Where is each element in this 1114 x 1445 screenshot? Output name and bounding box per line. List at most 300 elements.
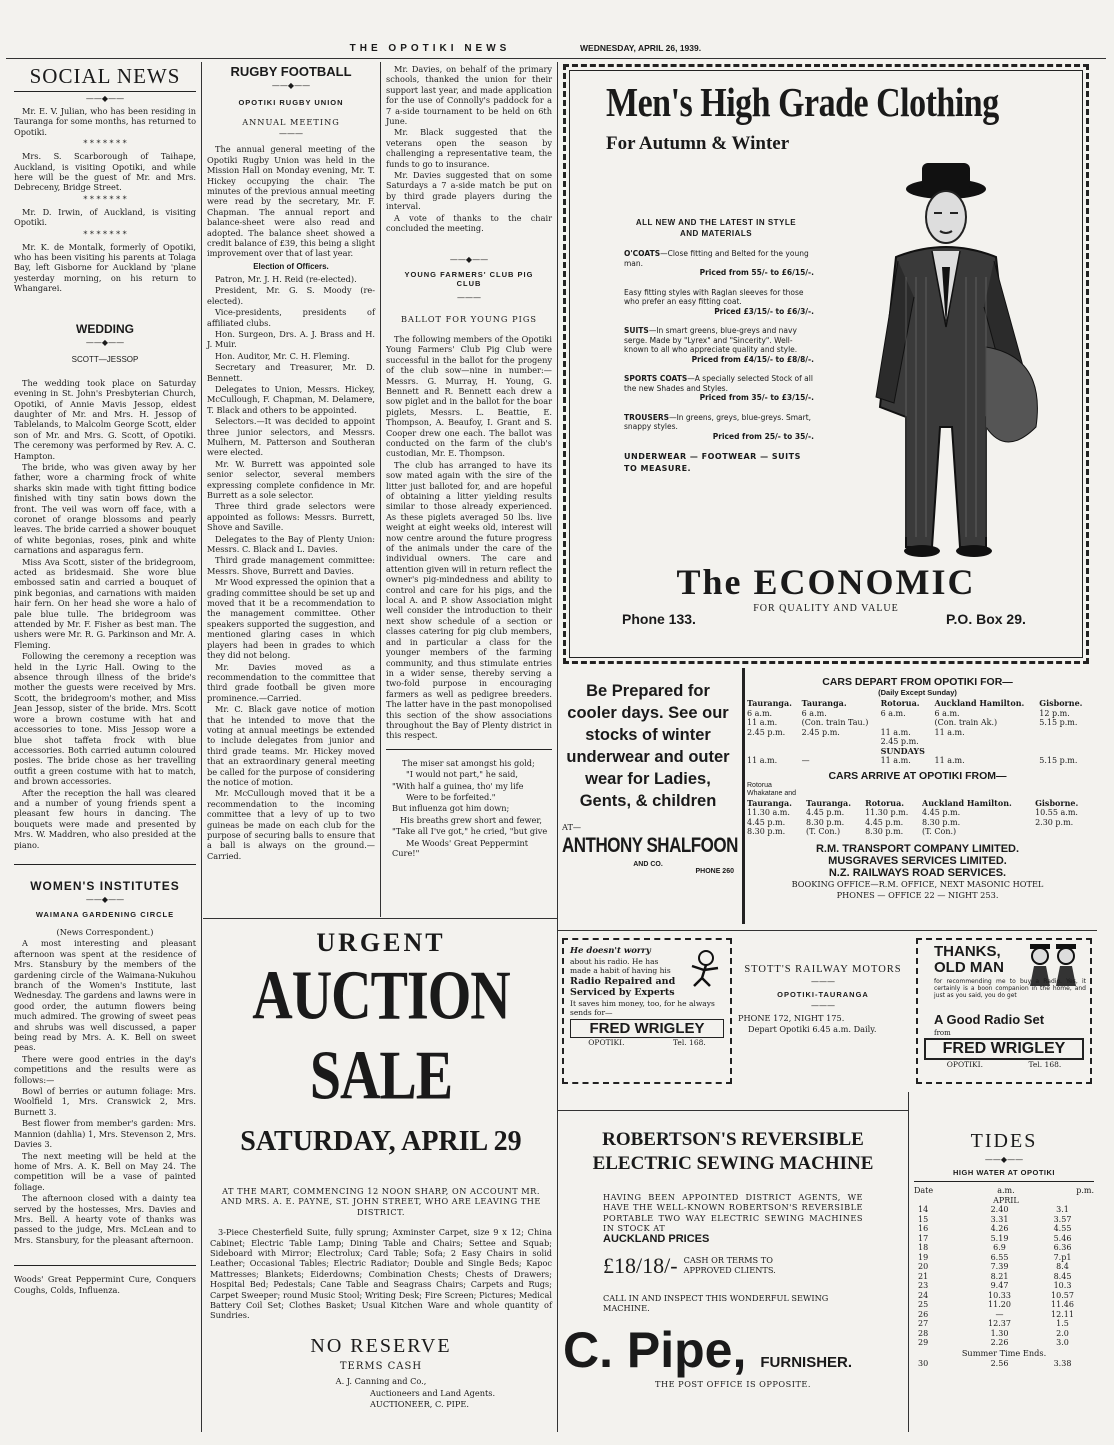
thanks-small: for recommending me to buy a Radio. Yes, it certainly is a boon companion in the home, and just as you said, you do get (934, 978, 1086, 999)
robertson-price: £18/18/- (603, 1252, 678, 1278)
tide-month: APRIL (993, 1195, 1019, 1205)
wrigley-service: Radio Repaired and Serviced by Experts (570, 976, 676, 999)
tide-head: p.m. (1076, 1186, 1094, 1195)
tide-date: 24 (918, 1290, 929, 1300)
cell: 8.30 p.m. (747, 827, 786, 836)
cell: 11.30 a.m. (747, 808, 790, 817)
cell: 2.45 p.m. (801, 727, 840, 737)
tide-pm: 1.5 (1056, 1319, 1069, 1328)
auctioneer-3: AUCTIONEER, C. PIPE. (370, 1399, 469, 1410)
transport-co-1: R.M. TRANSPORT COMPANY LIMITED. (815, 842, 1020, 855)
poem-line: Me Woods' Great Peppermint Cure!" (392, 837, 529, 858)
wrigley-headline: He doesn't worry (570, 946, 651, 956)
auction-top-rule (203, 918, 557, 919)
social-item: Mrs. S. Scarborough of Taihape, Auckland, is visiting Opotiki, and while here will be the guest of Mr. and Mrs. Debreceny, Bridge Street. (14, 151, 196, 193)
tide-pm: 3.57 (1053, 1214, 1072, 1224)
clothing-lead: ALL NEW AND THE LATEST IN STYLE AND MATERIALS (635, 218, 797, 238)
item-text: —Close fitting and Belted for the young man. (624, 249, 809, 268)
divider-ornament: ——◆—— (984, 1155, 1024, 1164)
man-in-suit-illustration (836, 127, 1066, 567)
cell: — (801, 756, 810, 765)
booking-phones: PHONES — OFFICE 22 — NIGHT 253. (836, 889, 999, 900)
tide-date: 15 (918, 1214, 929, 1224)
item-text: —In greens, greys, blue-greys. Smart, snappy styles. (624, 412, 812, 431)
clothing-item (624, 413, 814, 442)
rugby-continued-column (386, 64, 552, 916)
tide-am: 3.31 (990, 1214, 1009, 1224)
divider-ornament: ——— (457, 292, 481, 302)
auction-items: 3-Piece Chesterfield Suite, fully sprung; Axminster Carpet, size 9 x 12; China Cabinet; Electric Table Lamp; Dining Table and Chairs; Settee and Squab; Sideboard with Mirror; Electrolux; Card Table; Sofa; 2 Easy Chairs in solid Leather; Occasional Tables; Electric Radiator; Double and Single Beds; Kapoc Mattresses; Blankets; Eiderdowns; Combination Chests; Chests of Drawers; Hospital Bed; Pedestals; Cane Table and Seagrass Chairs; Carpets and Rugs; Carpet Sweeper; round Music Stool; Writing Desk; Fire Screen; Pictures; Medical Battery Coil Set; Clothes Basket; Usual Kitchen Ware and whole quantity of Sundries. (210, 1227, 552, 1321)
tides-rows (914, 1205, 1094, 1348)
yfc-title: YOUNG FARMERS' CLUB PIG CLUB (404, 269, 534, 288)
rugby-para: Mr. C. Black gave notice of motion that he intended to move that the voting at annual meetings be extended to include delegates from junior and third grade teams. Mr. Hickey moved that an extraordinary general meeting be called for the purpose of considering the notice of motion. (207, 704, 375, 787)
shalfoon-text: Be Prepared for cooler days. See our stocks of winter underwear and outer wear for Ladies, Gents, & children (566, 682, 730, 810)
cell: 11 a.m. (934, 727, 965, 737)
tide-pm: 3.38 (1053, 1358, 1072, 1368)
cell (1033, 827, 1090, 837)
tide-date: 17 (918, 1233, 929, 1243)
wi-para: Best flower from member's garden: Mrs. Mannion (dahlia) 1, Mrs. Stevenson 2, Mrs. Davies 3. (14, 1118, 196, 1150)
wrigley-line: It saves him money, too, for he always sends for— (570, 999, 715, 1018)
divider-ornament: ——— (811, 1001, 835, 1010)
stotts-title: STOTT'S RAILWAY MOTORS (744, 964, 902, 975)
item-price: Priced £3/15/- to £6/3/-. (714, 306, 814, 316)
auction-reserve: NO RESERVE (310, 1334, 452, 1357)
paper-name: THE OPOTIKI NEWS (349, 43, 511, 54)
tide-am: 7.39 (990, 1262, 1009, 1271)
cell: 8.30 p.m. (806, 817, 845, 827)
auction-title: AUCTION SALE (252, 957, 510, 1115)
shalfoon-ad (562, 676, 738, 926)
tide-row (914, 1224, 1094, 1234)
rugby-para: Vice-presidents, presidents of affiliated clubs. (207, 307, 375, 328)
clothing-title: Men's High Grade Clothing (606, 81, 999, 126)
clothing-items (624, 249, 814, 475)
stotts-route: OPOTIKI-TAURANGA (777, 990, 869, 999)
social-news-column (14, 64, 196, 1434)
tide-date: 18 (918, 1243, 929, 1252)
tide-pm: 7.p1 (1053, 1252, 1072, 1262)
rugby2-para: Mr. Davies suggested that on some Saturdays a 7 a-side match be put on by third grade players during the interval. (386, 170, 552, 212)
tide-pm: 10.3 (1053, 1281, 1072, 1290)
wi-title: WOMEN'S INSTITUTES (30, 878, 180, 893)
tide-pm: 3.0 (1056, 1338, 1069, 1347)
tide-date: 30 (918, 1358, 929, 1368)
stars: * * * * * * * (83, 139, 127, 149)
robertson-call: CALL IN AND INSPECT THIS WONDERFUL SEWING MACHINE. (603, 1292, 829, 1314)
cars-ad (742, 668, 1090, 924)
tide-am: 2.56 (990, 1358, 1009, 1368)
tide-date: 20 (918, 1262, 929, 1271)
ads-rule (557, 930, 1097, 931)
auction-where: AT THE MART, COMMENCING 12 NOON SHARP, ON ACCOUNT MR. AND MRS. A. E. PAYNE, ST. JOHN STREET, WHO ARE LEAVING THE DISTRICT. (221, 1186, 541, 1217)
wi-para: There were good entries in the day's competitions and the results were as follows:— (14, 1053, 196, 1085)
tide-pm: 8.45 (1053, 1271, 1072, 1281)
wedding-title: WEDDING (76, 321, 134, 336)
cell: 11 a.m. (880, 756, 911, 765)
cars-title-2: CARS ARRIVE AT OPOTIKI FROM— (828, 769, 1007, 782)
col-head: Rotorua. (880, 698, 920, 708)
booking-office: BOOKING OFFICE—R.M. OFFICE, NEXT MASONIC HOTEL (791, 878, 1044, 889)
wrigley-tel-2: Tel. 168. (1028, 1060, 1062, 1069)
tide-pm: 6.36 (1053, 1243, 1072, 1252)
tide-date: 28 (918, 1328, 929, 1338)
wedding-para: The bride, who was given away by her father, wore a charming frock of white sharks skin made with tight fitting bodice finished with tiny satin bows down the front. The veil was worn off face, with a coronet of orange blossoms and pearly leaves. The bride carried a shower bouquet of white begonias, roses, pink and white carnations and asparagus fern. (14, 461, 196, 556)
pipe-opposite: THE POST OFFICE IS OPPOSITE. (655, 1379, 811, 1390)
tide-pm: 5.46 (1053, 1233, 1072, 1243)
rugby2-para: Mr. Davies, on behalf of the primary schools, thanked the union for their support last year, and made application for the use of Connolly's paddock for a 7 a-side tournament to be held on 6th June. (386, 64, 552, 127)
divider-ornament: ——◆—— (85, 337, 125, 347)
tide-am: 4.26 (990, 1224, 1009, 1233)
running-man-icon (686, 948, 722, 988)
col-head: Gisborne. (1039, 698, 1083, 708)
tide-am: 2.40 (990, 1205, 1009, 1214)
tide-am: 12.37 (988, 1319, 1011, 1328)
tides-divider (908, 1092, 909, 1432)
wrigley-thanks-ad (916, 938, 1092, 1084)
tides-box (914, 1130, 1094, 1434)
wrigley-name: FRED WRIGLEY (570, 1019, 724, 1038)
depart-table (745, 699, 1090, 766)
cell: 11.30 p.m. (865, 808, 909, 817)
rugby-sub2: ANNUAL MEETING (242, 117, 340, 127)
rugby-para: Third grade management committee: Messrs. Shove, Burrett and Davies. (207, 555, 375, 576)
clothing-item (624, 288, 814, 317)
tide-am: 6.9 (993, 1243, 1006, 1252)
tide-am: 5.19 (990, 1233, 1009, 1243)
cell: 5.15 p.m. (1039, 718, 1078, 727)
social-title: SOCIAL NEWS (14, 64, 196, 92)
clothing-item (624, 374, 814, 403)
wrigley-town: OPOTIKI. (588, 1038, 625, 1048)
poem (386, 758, 552, 859)
item-text: —A specially selected Stock of all the new Shades and Styles. (624, 374, 813, 393)
wi-correspondent: (News Correspondent.) (56, 926, 154, 937)
cell: 4.45 p.m. (806, 808, 845, 817)
masthead-rule (6, 58, 1106, 59)
cell: 6 a.m. (934, 708, 960, 718)
tide-row (914, 1243, 1094, 1253)
col-head: Tauranga. (806, 797, 851, 808)
clothing-sub: For Autumn & Winter (606, 133, 790, 154)
tide-row (914, 1234, 1094, 1244)
stars: * * * * * * * (83, 229, 127, 239)
tides-table (914, 1186, 1094, 1205)
tide-pm: 8.4 (1056, 1262, 1069, 1271)
poem-line: But influenza got him down; (392, 803, 510, 814)
divider-ornament: ——◆—— (85, 894, 125, 904)
tide-row (914, 1253, 1094, 1263)
item-text: Easy fitting styles with Raglan sleeves for those who prefer an easy fitting coat. (624, 287, 804, 306)
cell: 11 a.m. (747, 756, 778, 765)
cell: 2.30 p.m. (1035, 817, 1074, 827)
tide-date: 29 (918, 1338, 929, 1347)
tide-am: 6.55 (990, 1252, 1009, 1262)
tide-pm: 2.0 (1056, 1328, 1069, 1338)
cell: 6 a.m. (801, 708, 827, 718)
robertson-title: ROBERTSON'S REVERSIBLE ELECTRIC SEWING MACHINE (592, 1129, 874, 1174)
rugby-para: The annual general meeting of the Opotiki Rugby Union was held in the Mission Hall on Monday evening, Mr. T. Hickey occupying the chair. The minutes of the previous annual meeting were read by the secretary, Mr. F. Chapman. The annual report and balance-sheet were also read and adopted. The balance sheet showed a credit balance of £39, this being a slight improvement over that of last year. (207, 144, 375, 259)
auction-urgent: URGENT (316, 928, 446, 957)
rugby-para: Secretary and Treasurer, Mr. D. Bennett. (207, 362, 375, 383)
tide-pm: 4.55 (1053, 1224, 1072, 1233)
tide-row (914, 1272, 1094, 1282)
divider-ornament: ——◆—— (85, 94, 125, 103)
cell (879, 718, 933, 728)
tides-sub: HIGH WATER AT OPOTIKI (914, 1168, 1094, 1182)
rugby-para: Hon. Surgeon, Drs. A. J. Brass and H. J. Muir. (207, 328, 375, 350)
col-head: Rotorua. (865, 797, 905, 808)
transport-co-2: MUSGRAVES SERVICES LIMITED. (828, 854, 1007, 867)
rugby-para: Mr. Davies moved as a recommendation to the committee that third grade football be given more prominence.—Carried. (207, 661, 375, 703)
stars: * * * * * * * (83, 194, 127, 204)
wi-para: The afternoon closed with a dainty tea served by the hostesses, Mrs. Davies and Mrs. Bell. A hearty vote of thanks was passed to the judge, Mrs. McLean and to Mrs. Stansbury, for the pleasant afternoon. (14, 1193, 196, 1245)
tide-date: 19 (918, 1252, 929, 1262)
poem-line: The miser sat amongst his gold; (402, 757, 535, 768)
rugby-subtitle: OPOTIKI RUGBY UNION (238, 98, 344, 107)
tide-row (914, 1338, 1094, 1348)
cell: (Con. train Tau.) (801, 718, 869, 727)
poem-line: Were to be forfeited." (406, 791, 496, 802)
wrigley-radio-ad (562, 938, 732, 1084)
cell: 12 p.m. (1039, 708, 1070, 718)
clothing-item (624, 249, 814, 278)
rugby2-para: A vote of thanks to the chair concluded the meeting. (386, 212, 552, 234)
divider-ornament: ——— (811, 977, 835, 986)
peppermint-footer: Woods' Great Peppermint Cure, Conquers Coughs, Colds, Influenza. (14, 1274, 196, 1295)
tide-row (914, 1215, 1094, 1225)
tide-row (914, 1291, 1094, 1301)
auctioneer-2: Auctioneers and Land Agents. (370, 1387, 496, 1398)
tide-pm: 10.57 (1051, 1290, 1074, 1300)
rugby-para: Hon. Auditor, Mr. C. H. Fleming. (215, 350, 350, 361)
cell (800, 737, 879, 747)
col-divider-3 (557, 62, 558, 1432)
social-item: Mr. K. de Montalk, formerly of Opotiki, who has been visiting his parents at Tolaga Bay, left Gisborne for Auckland by 'plane yesterday morning, on his return to Whangarei. (14, 241, 196, 294)
wrigley-tel: Tel. 168. (673, 1038, 706, 1048)
tide-row (914, 1205, 1094, 1215)
wrigley-addr (564, 1038, 730, 1047)
col-head: Auckland Hamilton. (922, 797, 1012, 808)
shalfoon-name: ANTHONY SHALFOON (562, 833, 738, 858)
tide-am: — (995, 1309, 1004, 1319)
cell: (T. Con.) (806, 827, 841, 836)
masthead (0, 38, 1114, 58)
poem-line: "I would not part," he said, (406, 769, 518, 780)
wrigley-line: about his radio. He has made a habit of having his (570, 957, 671, 976)
tide-date: 21 (918, 1271, 929, 1281)
tide-date: 26 (918, 1309, 929, 1319)
tide-am: 10.33 (988, 1290, 1011, 1300)
tide-date: 27 (918, 1319, 929, 1328)
wi-para: The next meeting will be held at the home of Mrs. A. K. Bell on May 24. The competition will be a vase of painted foliage. (14, 1150, 196, 1192)
cell (933, 737, 1038, 747)
divider-ornament: ——— (279, 129, 303, 139)
cell: 5.15 p.m. (1039, 756, 1078, 765)
arrive-table (745, 799, 1090, 837)
item-price: Priced from 25/- to 35/-. (712, 431, 814, 441)
poem-line: His breaths grew short and fewer, (400, 814, 542, 825)
rugby-column (207, 64, 375, 916)
robertson-body: HAVING BEEN APPOINTED DISTRICT AGENTS, WE HAVE THE WELL-KNOWN ROBERTSON'S REVERSIBLE PORTABLE TWO WAY ELECTRIC SEWING MACHINES IN STOCK AT (603, 1192, 863, 1234)
wedding-subtitle: SCOTT—JESSOP (71, 354, 139, 364)
tides-note: Summer Time Ends. (961, 1347, 1047, 1358)
item-label: SUITS (624, 326, 649, 335)
cell: 8.30 p.m. (865, 827, 904, 836)
tide-pm: 3.1 (1056, 1205, 1069, 1214)
cell: 2.45 p.m. (747, 727, 786, 737)
tide-am: 9.47 (990, 1281, 1009, 1290)
tide-row (914, 1319, 1094, 1329)
tide-pm: 12.11 (1051, 1309, 1074, 1319)
wi-subtitle: WAIMANA GARDENING CIRCLE (35, 909, 175, 919)
sundays-label: SUNDAYS (880, 745, 925, 756)
wrigley-addr-2 (924, 1060, 1084, 1069)
tide-date: 23 (918, 1281, 929, 1290)
cell (1037, 728, 1090, 738)
cars-title: CARS DEPART FROM OPOTIKI FOR— (822, 676, 1013, 688)
social-item: Mr. E. V. Julian, who has been residing in Tauranga for some months, has returned to Opotiki. (14, 106, 196, 137)
cell: 2.45 p.m. (880, 737, 919, 746)
col-divider-2 (380, 62, 381, 917)
item-price: Priced from £4/15/- to £8/8/-. (691, 354, 814, 364)
clothing-ad (563, 64, 1089, 664)
cell: 4.45 p.m. (922, 808, 961, 817)
yfc-para: The following members of the Opotiki Young Farmers' Club Pig Club were successful in the ballot for the progeny of the club sow—nine in number:—Messrs. G. Murray, H. Young, G. Bennett and R. Bennett each drew a sow piglet and in the ballot for the boar piglets, Messrs. L. Beattie, E. Thompson, A. Beaufoy, I. Grant and S. Cooper drew one each. The ballot was conducted on the farm of the club's custodian, Mr. E. Thompson. (386, 333, 552, 459)
wrigley-town-2: OPOTIKI. (946, 1060, 984, 1069)
robertson-ad (563, 1128, 903, 1434)
tide-am: 11.20 (988, 1300, 1011, 1309)
item-label: O'COATS (624, 249, 661, 258)
stotts-phone: PHONE 172, NIGHT 175. (738, 1013, 845, 1023)
issue-date: WEDNESDAY, APRIL 26, 1939. (580, 43, 702, 53)
clothing-item (624, 326, 814, 364)
col-head: Tauranga. (747, 698, 792, 708)
cell (1037, 737, 1090, 747)
pipe-row (563, 1321, 903, 1379)
tide-date: 25 (918, 1300, 929, 1309)
cell: 11 a.m. (880, 727, 911, 737)
stotts-ad (738, 964, 908, 1054)
auction-terms: TERMS CASH (339, 1360, 423, 1372)
rugby-para: Mr. McCullough moved that it be a recommendation to the incoming committee that a levy of up to two guineas be made on each club for the purpose of securing balls to ensure that a ball is always on the ground.—Carried. (207, 788, 375, 861)
cell: (T. Con.) (922, 827, 957, 836)
cell: 8.30 p.m. (922, 817, 961, 827)
cars-sub: (Daily Except Sunday) (878, 688, 957, 697)
rugby-para: Mr Wood expressed the opinion that a grading committee should be set up and moved that it be a recommendation to the management committee. Other speakers supported the suggestion, and mentioned glaring cases in which players had been in grades to which they did not belong. (207, 577, 375, 661)
pipe-name: C. Pipe, (563, 1322, 747, 1379)
wi-para: Bowl of berries or autumn foliage: Mrs. Woolfield 1, Mrs. Cranswick 2, Mrs. Burnett 3. (14, 1086, 196, 1117)
rugby-para: Patron, Mr. J. H. Reid (re-elected). (215, 273, 357, 284)
tide-am: 2.26 (990, 1338, 1009, 1347)
cell: 6 a.m. (880, 708, 906, 718)
cell: (Con. train Ak.) (934, 718, 998, 727)
tide-date: 14 (918, 1205, 929, 1214)
store-phone: Phone 133. (622, 611, 696, 627)
tide-pm: 11.46 (1051, 1300, 1074, 1309)
store-tag: FOR QUALITY AND VALUE (753, 603, 899, 614)
tide-head: Date (914, 1186, 934, 1195)
cell: 10.55 a.m. (1035, 808, 1078, 817)
auction-ad (210, 924, 552, 1410)
divider-ornament: ——◆—— (271, 81, 311, 90)
rugby-para: President, Mr. G. S. Moody (re-elected). (207, 285, 375, 306)
tide-am: 1.30 (990, 1328, 1009, 1338)
poem-line: "Take all I've got," he cried, "but give (392, 826, 548, 837)
item-label: SPORTS COATS (624, 374, 688, 383)
cell (745, 737, 800, 747)
robertson-prices: AUCKLAND PRICES (603, 1232, 710, 1245)
cars-side: Rotorua Whakatane and (747, 781, 797, 797)
shalfoon-at: AT— (562, 822, 582, 832)
store-box: P.O. Box 29. (946, 611, 1026, 627)
item-label: TROUSERS (624, 412, 670, 422)
wedding-para: Following the ceremony a reception was held in the Lyric Hall. Owing to the absence through illness of the bride's mother the guests were received by Mrs. Scott, the bridegroom's mother, and Miss Jean Jessop, sister of the bride. Mrs. Scott wore a brown costume with hat and accessories to tone. Miss Jessop wore a blue shot taffeta frock with blue accessories. Both carried autumn coloured posies. The bride chose as her travelling outfit a green costume with hat to match, and brown accessories. (14, 651, 196, 787)
tide-row (914, 1329, 1094, 1339)
social-item: Mr. D. Irwin, of Auckland, is visiting Opotiki. (14, 206, 196, 228)
rugby-para: Delegates to Union, Messrs. Hickey, McCullough, F. Chapman, M. Delamere, T. Black and others to be appointed. (207, 383, 375, 415)
item-price: Priced from 55/- to £6/15/-. (699, 268, 814, 277)
shalfoon-phone: PHONE 260 (695, 868, 734, 876)
col-divider-1 (201, 62, 202, 1432)
thanks-headline: THANKS, OLD MAN (934, 943, 1004, 976)
store-name: The ECONOMIC (676, 562, 976, 602)
item-price: Priced from 35/- to £3/15/-. (699, 393, 814, 402)
bottom-ads-rule (557, 1110, 909, 1111)
yfc-para: The club has arranged to have its sow mated again with the sire of the litter just balloted for, and are hopeful of obtaining a litter yielding results similar to those already experienced. As these piglets averaged 50 lbs. live weight at eight weeks old, interest will now centre around the future progress of the animals under the care of the individual owners. The care and attention given will in return reflect the owner's pig-mindedness and ability to control and care for his pigs, and the local A. and P. show Association might well consider the introduction to their next show schedule of a section or classes catering for pig club members, and in particular a class for the younger members of the farming community, and thus stimulate entries in a wider sense, thereby serving a two-fold purpose in encouraging farmers as well as pedigree breeders. The latter have in the past monopolised this section of the show associations throughout the Bay of Plenty district in this respect. (386, 459, 552, 741)
col-head: Tauranga. (801, 698, 847, 708)
tide-head: a.m. (997, 1186, 1015, 1195)
rugby-para: Selectors.—It was decided to appoint three junior selectors, and Messrs. Mulhern, M. Patterson and Southeran were elected. (207, 416, 375, 458)
transport-co-3: N.Z. RAILWAYS ROAD SERVICES. (828, 866, 1007, 879)
tide-am: 8.21 (990, 1271, 1009, 1281)
poem-line: "With half a guinea, tho' my life (392, 780, 524, 791)
auction-date: SATURDAY, APRIL 29 (240, 1126, 522, 1157)
tide-row (914, 1281, 1094, 1291)
col-head: Gisborne. (1035, 797, 1079, 808)
col-head: Auckland Hamilton. (934, 698, 1025, 708)
shalfoon-co: AND CO. (633, 861, 663, 869)
wedding-para: The wedding took place on Saturday evening in St. John's Presbyterian Church, Opotiki, of Annie Mavis Jessop, eldest daughter of Mr. and Mrs. H. Jessop of Tablelands, to Malcolm George Scott, elder son of Mr. and Mrs. G. Scott, of Opotiki. The ceremony was performed by Rev. A. C. Hampton. (14, 377, 196, 461)
tide-row (914, 1300, 1094, 1310)
rugby2-para: Mr. Black suggested that the veterans open the season by challenging a representative team, the funds to go to insurance. (386, 127, 552, 169)
cell: 11 a.m. (934, 756, 965, 765)
col-head: Tauranga. (747, 797, 792, 808)
tide-row (914, 1310, 1094, 1320)
cell: 4.45 p.m. (865, 817, 904, 827)
item-text: —In smart greens, blue-greys and navy serge. Made by "Lyrex" and "Sincerity". Well-known to all who appreciate quality and style. (624, 326, 798, 354)
good-radio-set: A Good Radio Set (934, 1012, 1045, 1027)
robertson-terms: CASH OR TERMS TO APPROVED CLIENTS. (683, 1254, 776, 1276)
yfc-sub: BALLOT FOR YOUNG PIGS (401, 313, 537, 324)
wedding-para: Miss Ava Scott, sister of the bridegroom, acted as bridesmaid. She wore blue embossed satin and carried a bouquet of pink begonias, and carnations with maiden hair fern. On her head she wore a halo of pale blue tulle. The bridegroom was attended by Mr. F. Fisher as best man. The ushers were Mr. R. G. Parkinson and Mr. A. Fleming. (14, 556, 196, 650)
cell: 6 a.m. (747, 708, 773, 718)
pipe-furnisher: FURNISHER. (760, 1354, 853, 1372)
auctioneer: A. J. Canning and Co., (335, 1376, 427, 1387)
rugby-para: Mr. W. Burrett was appointed sole senior selector, several members expressing complete confidence in Mr. Burrett as a sole selector. (207, 458, 375, 500)
divider-ornament: ——◆—— (449, 254, 489, 264)
thanks-from: from (934, 1029, 951, 1037)
tides-title: TIDES (970, 1130, 1038, 1152)
rugby-para: Delegates to the Bay of Plenty Union: Messrs. C. Black and L. Davies. (207, 533, 375, 555)
robertson-price-row (563, 1253, 903, 1279)
stotts-depart: Depart Opotiki 6.45 a.m. Daily. (748, 1024, 877, 1035)
clothing-under: UNDERWEAR — FOOTWEAR — SUITS TO MEASURE. (624, 452, 801, 473)
wrigley-name-2: FRED WRIGLEY (924, 1038, 1084, 1060)
tide-date: 16 (918, 1224, 929, 1233)
cell: 4.45 p.m. (747, 817, 786, 827)
cell: 11 a.m. (747, 718, 778, 727)
